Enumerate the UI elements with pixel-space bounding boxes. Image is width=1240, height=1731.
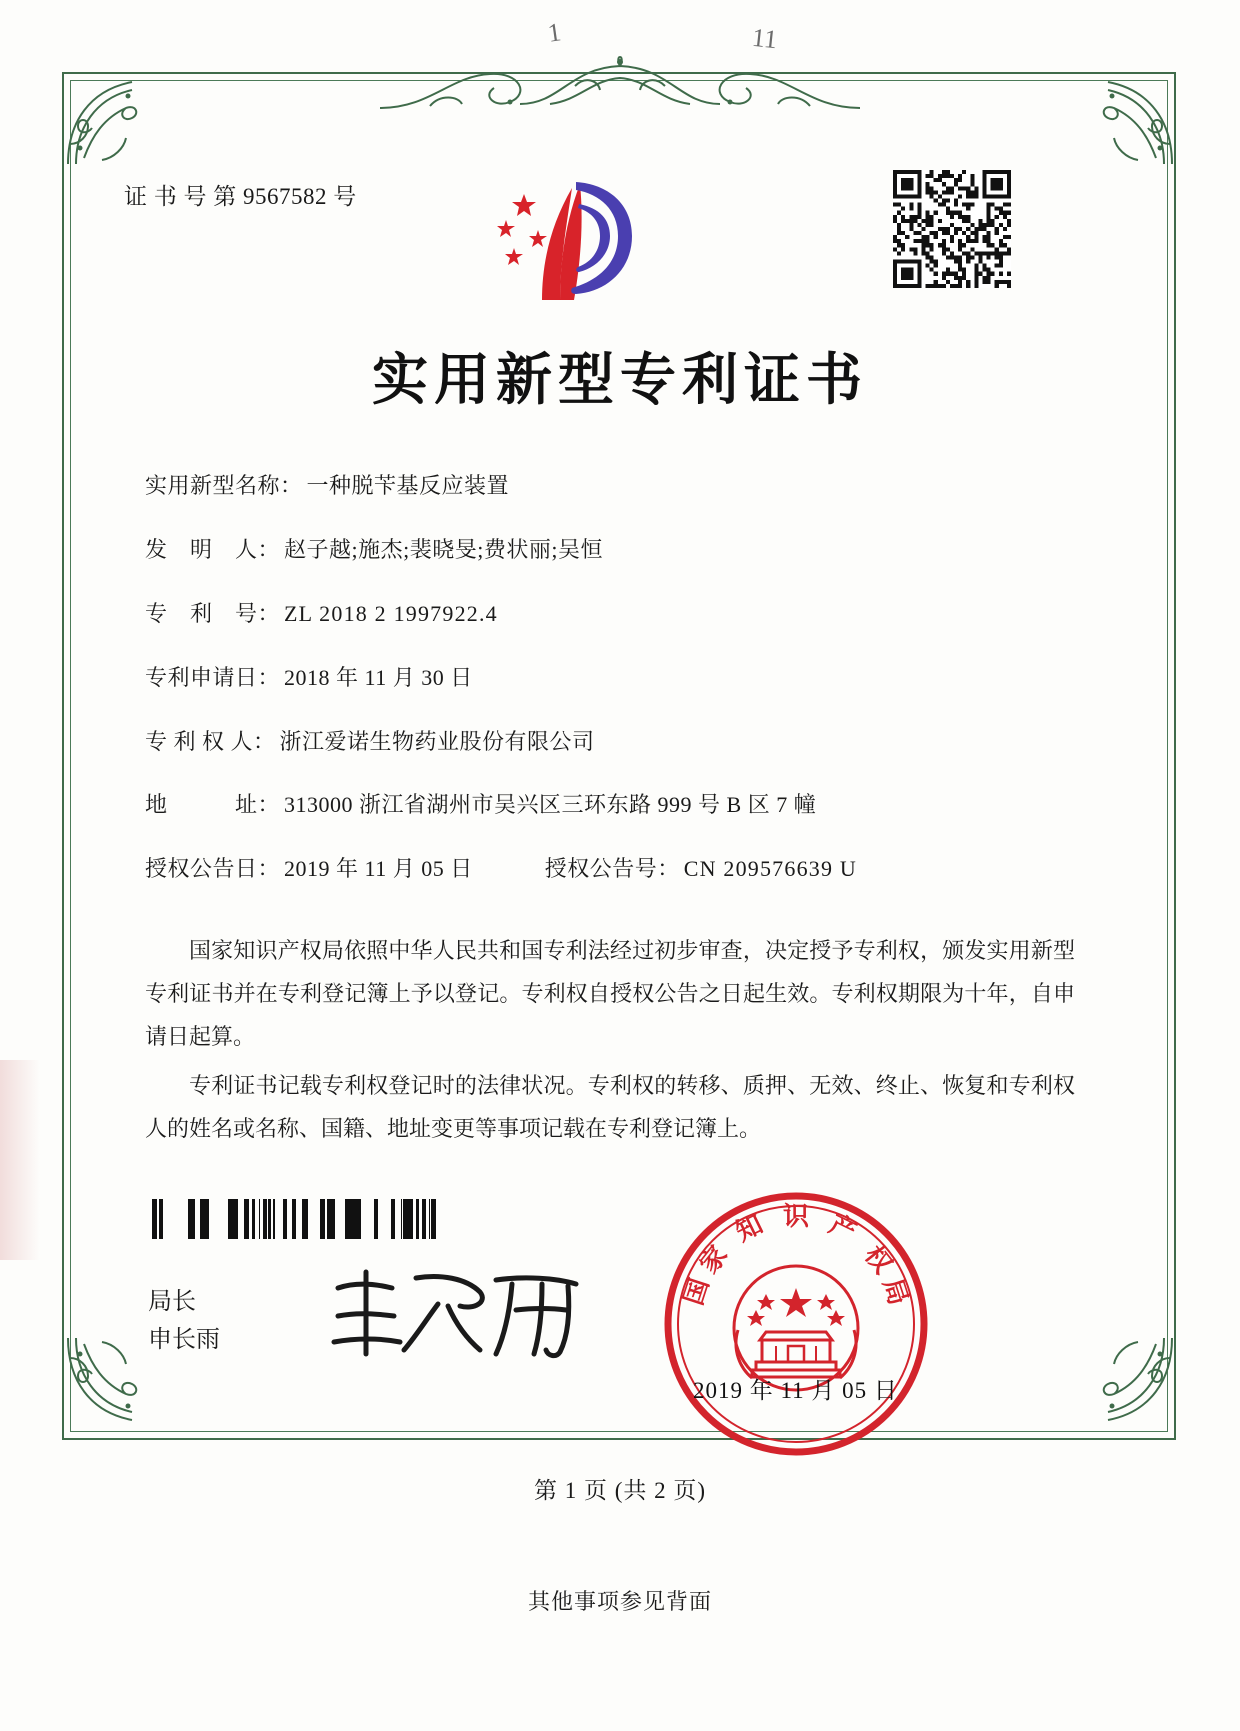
field-label: 专 利 权 人： bbox=[145, 728, 276, 754]
field-value: ZL 2018 2 1997922.4 bbox=[284, 600, 498, 626]
handwritten-mark-2: 11 bbox=[750, 22, 779, 55]
field-utility-model-name bbox=[145, 470, 1075, 502]
certificate-number: 证 书 号 第 9567582 号 bbox=[124, 184, 357, 209]
signature-labels bbox=[148, 1283, 220, 1360]
paper-smudge bbox=[0, 1060, 40, 1260]
publication-date-label: 授权公告日： bbox=[145, 856, 281, 882]
paragraph-2: 专利证书记载专利权登记时的法律状况。专利权的转移、质押、无效、终止、恢复和专利权人的姓名或名称、国籍、地址变更等事项记载在专利登记簿上。 bbox=[145, 1072, 1075, 1141]
svg-text:知: 知 bbox=[731, 1209, 768, 1248]
official-seal bbox=[660, 1188, 932, 1460]
svg-text:家: 家 bbox=[694, 1240, 734, 1280]
svg-text:局: 局 bbox=[876, 1274, 914, 1309]
svg-text:识: 识 bbox=[782, 1202, 810, 1232]
back-side-note: 其他事项参见背面 bbox=[527, 1589, 712, 1614]
publication-number-value: CN 209576639 U bbox=[683, 856, 857, 882]
field-value: 浙江爱诺生物药业股份有限公司 bbox=[279, 728, 595, 754]
field-label: 专 利 号： bbox=[145, 600, 281, 626]
field-application-date bbox=[145, 662, 1075, 694]
paragraph-1: 国家知识产权局依照中华人民共和国专利法经过初步审查，决定授予专利权，颁发实用新型专利证书并在专利登记簿上予以登记。专利权自授权公告之日起生效。专利权期限为十年，自申请日起算。 bbox=[145, 938, 1075, 1049]
publication-date-value: 2019 年 11 月 05 日 bbox=[284, 856, 473, 882]
field-label: 地 址： bbox=[145, 792, 281, 818]
field-value: 赵子越;施杰;裴晓旻;费状丽;吴恒 bbox=[284, 536, 603, 562]
field-patent-number bbox=[145, 598, 1075, 630]
cnipa-logo-icon bbox=[480, 168, 650, 308]
field-inventors bbox=[145, 534, 1075, 566]
field-label: 专利申请日： bbox=[145, 664, 281, 690]
director-name: 申长雨 bbox=[148, 1327, 220, 1354]
field-publication bbox=[145, 853, 1075, 885]
publication-number-label: 授权公告号： bbox=[544, 856, 680, 882]
field-list bbox=[145, 470, 1075, 913]
field-patentee bbox=[145, 726, 1075, 758]
handwritten-mark-1: 1 bbox=[545, 17, 563, 48]
page-title: 实用新型专利证书 bbox=[372, 347, 868, 413]
director-title: 局长 bbox=[148, 1289, 196, 1315]
legal-text bbox=[145, 930, 1075, 1156]
qr-code bbox=[893, 170, 1011, 288]
svg-text:产: 产 bbox=[824, 1209, 861, 1248]
barcode bbox=[152, 1199, 436, 1239]
field-address bbox=[145, 789, 1075, 821]
handwritten-signature bbox=[320, 1258, 590, 1368]
seal-date: 2019 年 11 月 05 日 bbox=[693, 1378, 898, 1403]
field-value: 313000 浙江省湖州市吴兴区三环东路 999 号 B 区 7 幢 bbox=[284, 792, 817, 818]
page-number: 第 1 页 (共 2 页) bbox=[533, 1478, 707, 1503]
field-label: 发 明 人： bbox=[145, 536, 281, 562]
field-value: 2018 年 11 月 30 日 bbox=[284, 664, 473, 690]
field-value: 一种脱苄基反应装置 bbox=[306, 473, 510, 498]
svg-text:权: 权 bbox=[858, 1240, 898, 1280]
svg-text:国: 国 bbox=[678, 1274, 716, 1309]
field-label: 实用新型名称： bbox=[145, 473, 303, 498]
